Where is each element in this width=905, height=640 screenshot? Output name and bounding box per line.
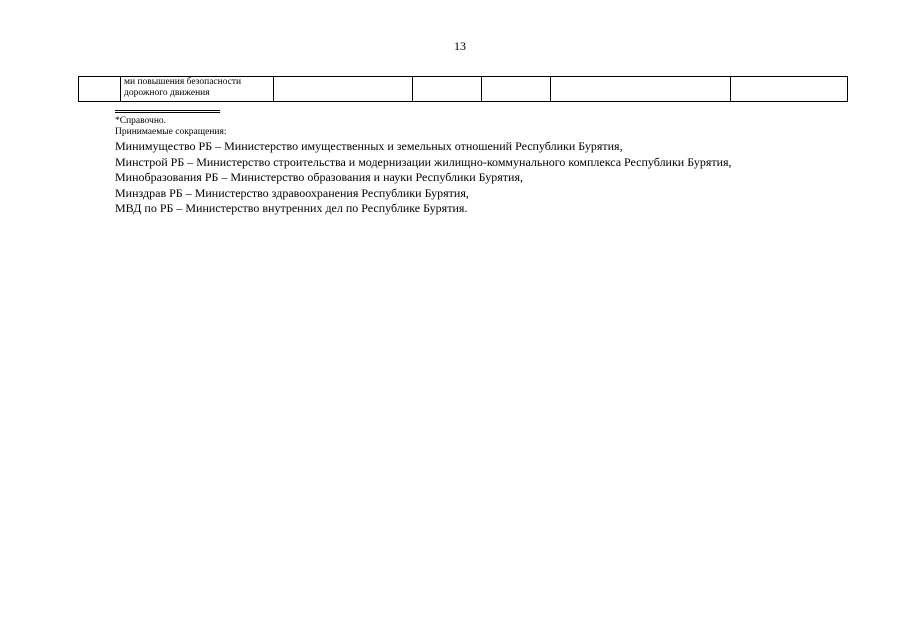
footnote-separator [115,110,220,111]
abbreviation-item: Минздрав РБ – Министерство здравоохранения Республики Бурятия, [115,185,469,200]
abbreviations-heading: Принимаемые сокращения: [115,127,227,137]
abbreviation-item: МВД по РБ – Министерство внутренних дел по Республике Бурятия. [115,201,468,215]
abbreviation-item: Минобразования РБ – Министерство образования и науки Республики Бурятия, [115,170,523,184]
table-container [78,76,847,102]
cell-line: дорожного движения [124,88,210,98]
abbreviation-item: Минимущество РБ – Министерство имущественных и земельных отношений Республики Бурятия, [115,139,623,153]
table-row [79,77,848,102]
page-number: 13 [454,39,466,53]
footnote-note: *Справочно. [115,116,167,126]
table-cell [551,77,731,102]
abbreviation-item: Минстрой РБ – Министерство строительства и модернизации жилищно-коммунального комплекса Республики Бурятия, [115,154,732,169]
table-cell-number [79,77,121,102]
footnote-separator [115,112,220,113]
table-cell [482,77,551,102]
table-cell [731,77,848,102]
cell-line: ми повышения безопасности [124,77,242,87]
table-cell [413,77,482,102]
table-cell [274,77,413,102]
data-table [78,76,848,102]
abbreviations-list [115,139,732,217]
table-cell-name [121,77,274,102]
